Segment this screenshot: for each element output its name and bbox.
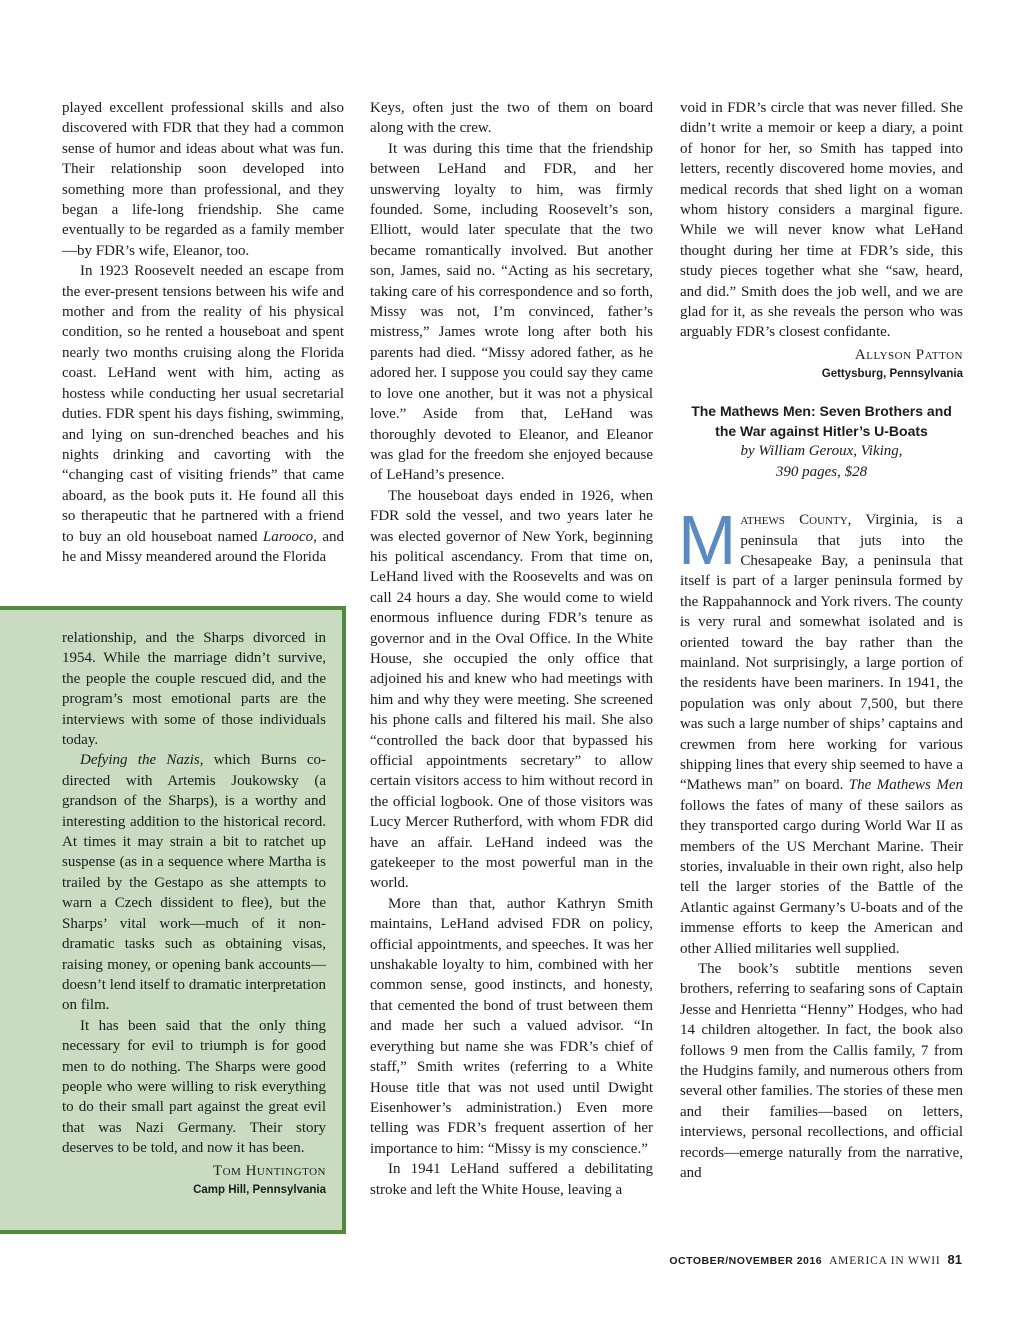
article-column-2 xyxy=(370,98,653,1200)
paragraph-text: , and he and Missy meandered around the Florida xyxy=(62,528,345,565)
paragraph: void in FDR’s circle that was never filled. She didn’t write a memoir or keep a diary, a point of honor for her, so Smith has tapped into letters, recently discovered home movies, and medical records that shed light on a woman whom history considers a marginal figure. While we will never know what LeHand thought during her time at FDR’s side, this study pieces together what she “saw, heard, and did.” Smith does the job well, and we are glad for it, as she reveals the person who was arguably FDR’s closest confidante. xyxy=(680,100,963,341)
paragraph: It was during this time that the friendship between LeHand and FDR, and her unswerving loyalty to him, was firmly founded. Some, including Roosevelt’s son, Elliott, would later speculate that the two became romantically involved. But another son, James, said no. “Acting as his secretary, taking care of his correspondence and so forth, Missy was not, I’m convinced, father’s mistress,” James wrote long after both his parents had died. “Missy adored father, as he adored her. I suppose you could say they came to love one another, but it was not a physical love.” Aside from that, LeHand was thoroughly devoted to Eleanor, and Eleanor was glad for the freedom she enjoyed because of LeHand’s presence. xyxy=(370,140,653,484)
paragraph: played excellent professional skills and also discovered with FDR that they had a common sense of humor and ideas about what was fun. Their relationship soon developed into something more than professional, and they began a life-long friendship. She came eventually to be regarded as a family member—by FDR’s wife, Eleanor, too. xyxy=(62,100,344,259)
issue-date: OCTOBER/NOVEMBER 2016 xyxy=(669,1255,823,1267)
reviewer-name: Tom Huntington xyxy=(212,1162,326,1179)
paragraph: More than that, author Kathryn Smith maintains, LeHand advised FDR on policy, official appointments, and speeches. It was her unshakable loyalty to him, combined with her common sense, good instincts, and honesty, that cemented the bond of trust between them and made her such a valued advisor. “In everything but name she was FDR’s chief of staff,” Smith writes (referring to a White House title that was not used until Dwight Eisenhower’s administration.) Even more telling was FDR’s frequent assertion of her importance to him: “Missy is my conscience.” xyxy=(370,895,653,1157)
paragraph xyxy=(678,501,963,959)
review-body xyxy=(678,501,963,1183)
review-price: 390 pages, $28 xyxy=(775,463,868,480)
drop-cap: M xyxy=(678,501,737,580)
book-title: The Mathews Men xyxy=(848,777,963,794)
paragraph: The book’s subtitle mentions seven brothers, referring to seafaring sons of Captain Jesse and Henrietta “Henny” Hodges, who had 14 children altogether. In fact, the book also follows 9 men from the Callis family, 7 from the Hudgins family, and numerous others from several other families. The stories of these men and their families—based on letters, interviews, personal recollections, and official records—emerge naturally from the narrative, and xyxy=(680,961,963,1182)
paragraph-text: , which Burns co-directed with Artemis Joukowsky (a grandson of the Sharps), is a worthy and interesting addition to the historical record. At times it may strain a bit to ratchet up suspense (as in a sequence where Martha is trailed by the Gestapo as she attempts to warn a Czech dissident to flee), but the Sharps’ vital work—much of it non-dramatic tasks such as obtaining visas, raising money, or opening bank accounts—doesn’t lend itself to dramatic interpretation on film. xyxy=(62,752,326,1014)
paragraph-text: In 1923 Roosevelt needed an escape from the ever-present tensions between his wife and mother and from the reality of his physical condition, so he rented a houseboat and spent nearly two months cruising along the Florida coast. LeHand went with him, acting as hostess while conducting her usual secretarial duties. FDR spent his days fishing, swimming, and lying on sun-drenched beaches and his nights drinking and cavorting with the “changing cast of visiting friends” that came aboard, as the book puts it. He found all this so therapeutic that he partnered with a friend to buy an old houseboat named xyxy=(62,263,344,545)
lead-in: athews County xyxy=(740,512,848,529)
paragraph: The houseboat days ended in 1926, when FDR sold the vessel, and two years later he was elected governor of New York, beginning his political ascendancy. From that time on, LeHand lived with the Roosevelts and was on call 24 hours a day. She would come to wield enormous influence during FDR’s tenure as governor and in the Oval Office. In the White House, she occupied the only office that adjoined his and knew who had meetings with him and why they were meeting. She screened his phone calls and filtered his mail. She also “controlled the back door that bypassed his official appointments secretary” to allow certain visitors access to him without record in the official logbook. One of those visitors was Lucy Mercer Rutherford, with whom FDR did have an affair. LeHand indeed was the gatekeeper to the most powerful man in the world. xyxy=(370,487,653,892)
paragraph: relationship, and the Sharps divorced in 1954. While the marriage didn’t survive, the people the couple rescued did, and the program’s most emotional parts are the interviews with some of those individuals today. xyxy=(62,630,326,749)
reviewer-location: Camp Hill, Pennsylvania xyxy=(193,1183,326,1196)
paragraph: It has been said that the only thing necessary for evil to triumph is for good men to do nothing. The Sharps were good people who were willing to risk everything to do their small part against the great evil that was Nazi Germany. Their story deserves to be told, and now it has been. xyxy=(62,1017,326,1157)
paragraph: Keys, often just the two of them on board along with the crew. xyxy=(370,100,653,137)
magazine-name: AMERICA IN WWII xyxy=(829,1255,941,1267)
paragraph: In 1941 LeHand suffered a debilitating stroke and left the White House, leaving a xyxy=(370,1161,653,1198)
sidebar-review-text xyxy=(62,628,326,1199)
reviewer-name: Allyson Patton xyxy=(854,346,963,363)
article-column-3 xyxy=(680,98,963,1184)
paragraph-text: follows the fates of many of these sailors as they transported cargo during World War II as members of the US Merchant Marine. Their stories, invaluable in their own right, also help tell the larger stories of the Battle of the Atlantic against Germany’s U-boats and of the immense efforts to keep the American and other Allied militaries well supplied. xyxy=(680,797,963,957)
reviewer-location: Gettysburg, Pennsylvania xyxy=(821,368,963,381)
article-column-1 xyxy=(62,98,344,567)
film-title: Defying the Nazis xyxy=(80,752,200,769)
page-footer xyxy=(669,1252,962,1268)
review-book-title: The Mathews Men: Seven Brothers and the War against Hitler’s U-Boats xyxy=(691,403,952,440)
page-number: 81 xyxy=(947,1252,962,1267)
paragraph-text: , Virginia, is a peninsula that juts into the Chesapeake Bay, a peninsula that itself is part of a larger peninsula formed by the Rappahannock and York rivers. The county is very rural and somewhat isolated and is oriented toward the bay rather than the mainland. Not surprisingly, a large portion of the residents have been mariners. In 1941, the population was only about 7,500, but there was such a large number of ships’ captains and crewmen from here working for various shipping lines that every ship seemed to have a “Mathews man” on board. xyxy=(680,512,963,794)
paragraph xyxy=(62,261,344,567)
review-byline: by William Geroux, Viking, xyxy=(740,443,903,460)
paragraph xyxy=(62,750,326,1015)
boat-name: Larooco xyxy=(262,528,314,545)
